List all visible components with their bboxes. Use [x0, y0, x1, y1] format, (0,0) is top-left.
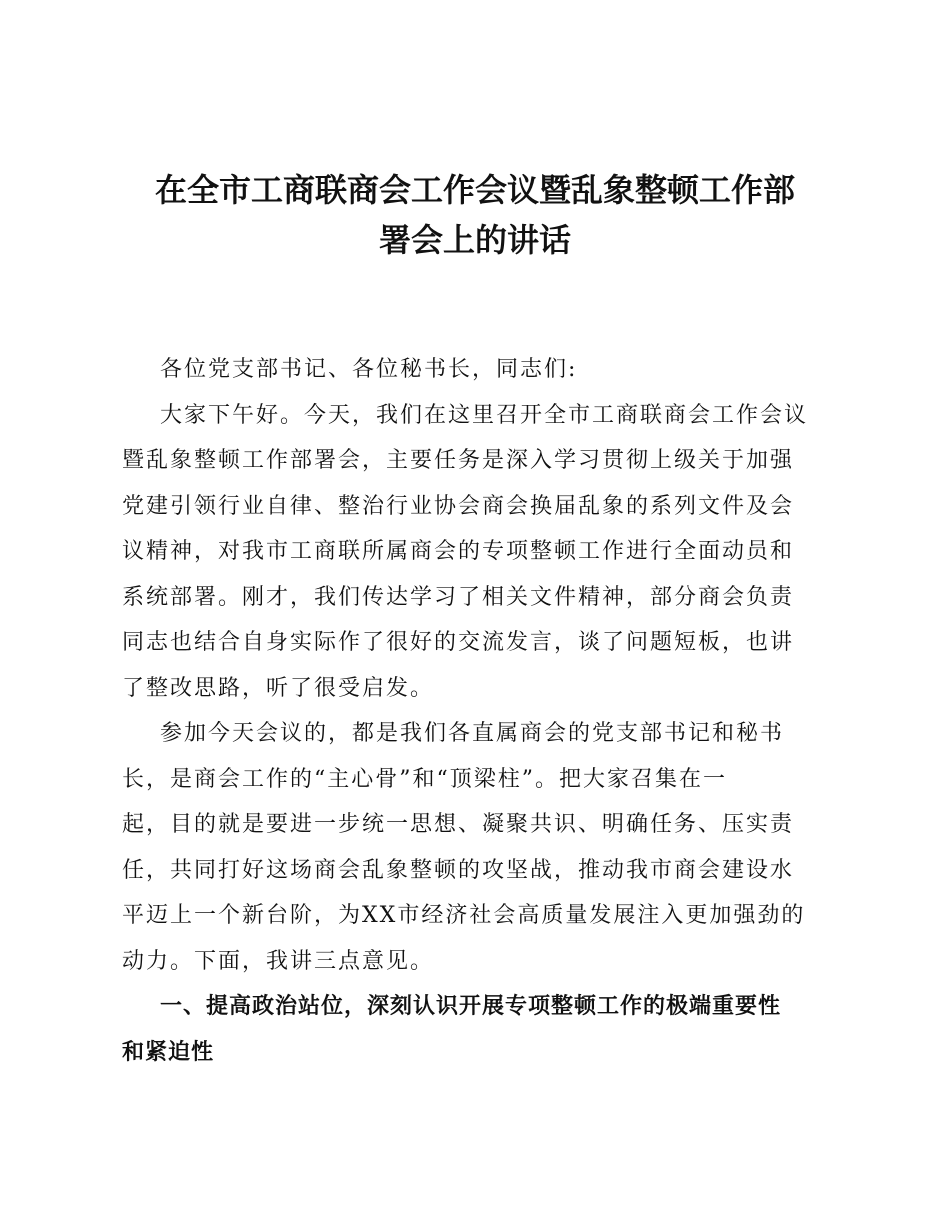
paragraph-line: 党建引领行业自律、整治行业协会商会换届乱象的系列文件及会: [122, 493, 795, 519]
paragraph-line: 大家下午好。今天，我们在这里召开全市工商联商会工作会议: [160, 402, 809, 428]
paragraph-line: 系统部署。刚才，我们传达学习了相关文件精神，部分商会负责: [122, 584, 795, 610]
paragraph-line: 任，共同打好这场商会乱象整顿的攻坚战，推动我市商会建设水: [122, 857, 795, 883]
paragraph-line: 暨乱象整顿工作部署会，主要任务是深入学习贯彻上级关于加强: [122, 448, 795, 473]
document-body: [122, 347, 834, 1075]
opening-paragraph: [122, 393, 834, 712]
heading-line: 一、提高政治站位，深刻认识开展专项整顿工作的极端重要性: [160, 994, 782, 1019]
heading-line: 和紧迫性: [122, 1039, 215, 1065]
paragraph-line: 长，是商会工作的“主心骨”和“顶梁柱”。把大家召集在一: [122, 766, 727, 792]
paragraph-line: 参加今天会议的，都是我们各直属商会的党支部书记和秘书: [160, 721, 785, 746]
title-line: 在全市工商联商会工作会议暨乱象整顿工作部: [154, 171, 795, 209]
document-title: [110, 165, 840, 265]
paragraph-line: 同志也结合自身实际作了很好的交流发言，谈了问题短板，也讲: [122, 630, 795, 655]
salutation-text: 各位党支部书记、各位秘书长，同志们:: [160, 357, 578, 382]
section-heading-1: [122, 984, 834, 1075]
purpose-paragraph: [122, 711, 834, 984]
paragraph-line: 动力。下面，我讲三点意见。: [122, 948, 435, 974]
salutation-paragraph: [122, 347, 834, 393]
paragraph-line: 起，目的就是要进一步统一思想、凝聚共识、明确任务、压实责: [122, 812, 795, 837]
paragraph-line: 平迈上一个新台阶，为XX市经济社会高质量发展注入更加强劲的: [122, 903, 806, 928]
paragraph-line: 了整改思路，听了很受启发。: [122, 675, 435, 701]
paragraph-line: 议精神，对我市工商联所属商会的专项整顿工作进行全面动员和: [122, 539, 795, 564]
title-line: 署会上的讲话: [378, 221, 571, 259]
